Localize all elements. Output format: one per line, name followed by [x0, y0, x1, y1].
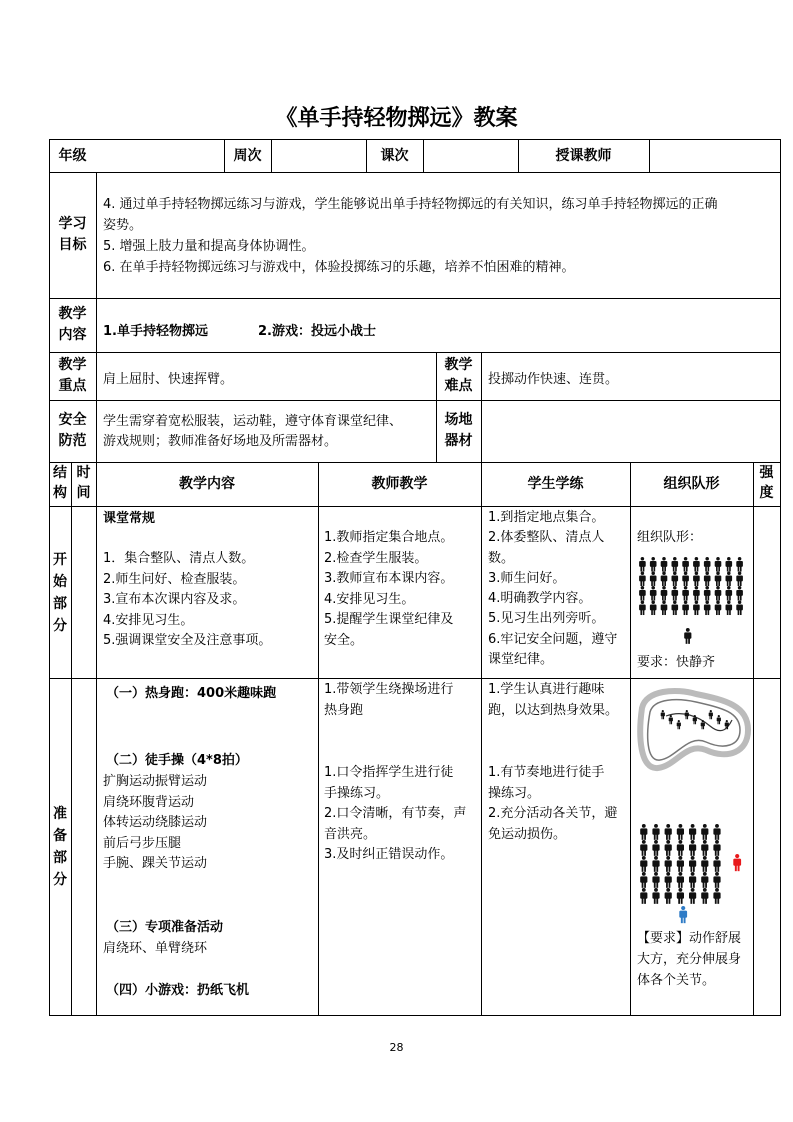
safety-label: [49, 410, 96, 452]
rule: [481, 462, 482, 1016]
student-icon: [704, 601, 711, 616]
start-student-line: 6.牢记安全问题，遵守: [488, 631, 618, 647]
rule: [271, 139, 272, 173]
prep-section-label: [49, 803, 71, 891]
start-teacher-line: 4.安排见习生。: [324, 591, 415, 607]
prep-student-a: [488, 680, 618, 721]
start-label-char: 始: [53, 574, 67, 590]
runner-icon: [677, 720, 681, 729]
student-icon: [736, 601, 743, 616]
col-time: [71, 463, 96, 503]
start-student-line: 2.体委整队、清点人: [488, 530, 605, 546]
student-icon: [701, 840, 708, 856]
venue-label: [436, 410, 481, 452]
prep-exercise-line: 前后弓步压腿: [103, 835, 182, 851]
col-content: 教学内容: [179, 476, 235, 492]
prep-teacher-line: 手操练习。: [324, 785, 390, 801]
goals-label-line: 目标: [58, 237, 87, 253]
goals-text: [103, 194, 718, 278]
student-icon: [640, 856, 647, 872]
student-icon: [693, 601, 700, 616]
safety-label-line: 防范: [58, 433, 87, 449]
rule: [649, 139, 650, 173]
content-label-line: 教学: [58, 306, 87, 322]
student-icon: [639, 557, 646, 572]
prep-exercise-line: 扩胸运动振臂运动: [103, 774, 208, 789]
prep-exercise-line: 体转运动绕膝运动: [103, 815, 208, 831]
rule: [49, 506, 781, 507]
prep-student-b: [488, 763, 617, 845]
student-icon: [704, 586, 711, 601]
student-icon: [726, 572, 733, 587]
student-icon: [650, 601, 657, 616]
student-icon: [672, 586, 679, 601]
prep-requirement-line: 体各个关节。: [637, 973, 716, 988]
prep-student-line: 1.学生认真进行趣味: [488, 682, 605, 697]
rule: [753, 462, 754, 1016]
teacher-icon: [684, 628, 691, 644]
student-icon: [665, 840, 672, 856]
col-structure-line: 结: [53, 465, 67, 481]
rule: [49, 678, 781, 679]
start-content-line: 2.师生问好、检查服装。: [103, 571, 246, 587]
col-intensity-line: 强: [759, 465, 774, 481]
student-icon: [652, 856, 659, 872]
prep-label-char: 准: [53, 806, 67, 822]
start-teacher-list: [324, 528, 453, 652]
start-student-list: [488, 508, 617, 670]
content-label-line: 内容: [58, 327, 87, 343]
start-label-char: 开: [53, 552, 67, 568]
prep-teacher-line: 热身跑: [324, 702, 364, 718]
start-student-line: 3.师生问好。: [488, 570, 566, 586]
student-icon: [726, 601, 733, 616]
rule: [49, 352, 781, 353]
col-time-line: 时: [76, 465, 91, 481]
student-icon: [701, 856, 708, 872]
prep-student-line: 操练习。: [488, 785, 541, 801]
student-icon: [693, 557, 700, 572]
student-icon: [661, 557, 668, 572]
student-icon: [704, 557, 711, 572]
col-formation: 组织队形: [663, 476, 720, 492]
goal-line: 姿势。: [103, 218, 143, 233]
difficulty-label-line: 教学: [444, 357, 473, 373]
student-icon: [689, 856, 696, 872]
start-formation-diagram: [636, 556, 750, 648]
runner-icon: [669, 715, 673, 724]
lesson-label: 课次: [380, 148, 409, 164]
runner-icon: [685, 710, 689, 719]
prep-student-line: 跑，以达到热身效果。: [488, 702, 619, 718]
goals-label-line: 学习: [58, 216, 87, 232]
col-teacher: 教师教学: [371, 476, 428, 492]
col-intensity-line: 度: [759, 485, 774, 501]
start-content-line: 1．集合整队、清点人数。: [103, 551, 255, 566]
student-icon: [701, 824, 708, 840]
running-track-diagram: [636, 686, 752, 776]
student-icon: [715, 557, 722, 572]
prep-requirement-line: 【要求】动作舒展: [637, 931, 742, 946]
prep-teacher-line: 1.口令指挥学生进行徒: [324, 765, 454, 780]
prep-student-line: 2.充分活动各关节，避: [488, 806, 618, 822]
student-icon: [715, 572, 722, 587]
safety-line: 学生需穿着宽松服装，运动鞋，遵守体育课堂纪律、: [103, 414, 403, 429]
rule: [49, 172, 781, 173]
start-formation-label: 组织队形：: [637, 530, 703, 545]
student-icon: [665, 888, 672, 904]
student-icon: [677, 824, 684, 840]
rule: [49, 298, 781, 299]
student-icon: [677, 888, 684, 904]
student-icon: [665, 856, 672, 872]
student-icon: [713, 856, 720, 872]
difficulty-value: 投掷动作快速、连贯。: [488, 372, 619, 387]
rule: [49, 1015, 781, 1016]
goal-line: 4. 通过单手持轻物掷远练习与游戏，学生能够说出单手持轻物掷远的有关知识，练习单手持轻物掷远的正确: [103, 197, 718, 212]
key-label: [49, 355, 96, 397]
student-icon: [639, 586, 646, 601]
teacher-label: 授课教师: [555, 148, 612, 164]
prep-teacher-b: [324, 763, 466, 866]
prep-label-char: 备: [53, 828, 67, 844]
student-icon: [689, 824, 696, 840]
prep-exercise-line: 肩绕环腹背运动: [103, 794, 195, 810]
student-icon: [736, 586, 743, 601]
page-number: 28: [389, 1041, 404, 1054]
prep-requirement: [637, 928, 741, 991]
start-label-char: 部: [53, 596, 67, 612]
student-icon: [682, 557, 689, 572]
safety-line: 游戏规则；教师准备好场地及所需器材。: [103, 434, 338, 449]
start-student-line: 4.明确教学内容。: [488, 591, 592, 607]
prep-exercise-list: [103, 772, 207, 875]
student-icon: [672, 557, 679, 572]
student-icon: [726, 586, 733, 601]
student-icon: [713, 824, 720, 840]
student-icon: [682, 601, 689, 616]
student-icon: [665, 872, 672, 888]
student-icon: [665, 824, 672, 840]
key-label-line: 重点: [58, 378, 87, 394]
student-icon: [682, 586, 689, 601]
student-icon: [677, 872, 684, 888]
document-title: 《单手持轻物掷远》教案: [275, 105, 518, 131]
student-icon: [693, 572, 700, 587]
student-icon: [689, 888, 696, 904]
student-icon: [672, 572, 679, 587]
col-time-line: 间: [76, 485, 91, 501]
student-icon: [650, 572, 657, 587]
goal-line: 5. 增强上肢力量和提高身体协调性。: [103, 239, 315, 254]
safety-text: [103, 412, 402, 452]
start-formation-requirement: 要求：快静齐: [637, 655, 716, 670]
student-icon: [736, 572, 743, 587]
prep-student-line: 免运动损伤。: [488, 826, 567, 842]
start-student-line: 课堂纪律。: [488, 652, 554, 668]
rule: [318, 462, 319, 1016]
prep-label-char: 分: [53, 872, 67, 888]
prep-game-title: （四）小游戏：扔纸飞机: [106, 983, 250, 998]
start-content-line: 3.宣布本次课内容及求。: [103, 592, 246, 608]
student-icon: [672, 601, 679, 616]
safety-label-line: 安全: [58, 412, 87, 428]
student-icon: [693, 586, 700, 601]
prep-teacher-line: 1.带领学生绕操场进行: [324, 682, 454, 697]
prep-exercise-title: （二）徒手操（4*8拍）: [106, 753, 248, 768]
student-icon: [640, 872, 647, 888]
col-student: 学生学练: [527, 476, 584, 492]
student-icon: [689, 840, 696, 856]
student-icon: [639, 601, 646, 616]
student-icon: [715, 601, 722, 616]
prep-teacher-line: 2.口令清晰，有节奏，声: [324, 806, 467, 822]
col-structure: [49, 463, 71, 503]
student-icon: [652, 824, 659, 840]
rule: [71, 462, 72, 1016]
prep-special-title: （三）专项准备活动: [106, 920, 224, 935]
student-icon: [640, 840, 647, 856]
prep-student-line: 1.有节奏地进行徒手: [488, 765, 605, 780]
start-teacher-line: 安全。: [324, 632, 364, 648]
grade-label: 年级: [58, 148, 87, 164]
student-icon: [661, 601, 668, 616]
student-icon: [701, 888, 708, 904]
content-item-2: 2.游戏：投远小战士: [258, 324, 376, 339]
venue-label-line: 场地: [444, 412, 473, 428]
rule: [96, 172, 97, 463]
student-icon: [661, 572, 668, 587]
rule: [423, 139, 424, 173]
student-icon: [713, 888, 720, 904]
rule: [780, 139, 781, 1016]
week-label: 周次: [233, 148, 262, 164]
col-structure-line: 构: [53, 485, 67, 501]
start-section-label: [49, 549, 71, 637]
prep-special-line: 肩绕环、单臂绕环: [103, 941, 208, 956]
teacher-blue-icon: [679, 906, 687, 923]
prep-warmup-title: （一）热身跑：400米趣味跑: [106, 686, 277, 701]
difficulty-label-line: 难点: [444, 378, 473, 394]
student-icon: [652, 872, 659, 888]
rule: [96, 462, 97, 1016]
student-icon: [715, 586, 722, 601]
prep-requirement-line: 大方，充分伸展身: [637, 952, 742, 967]
key-value: 肩上屈肘、快速挥臂。: [103, 372, 234, 387]
start-teacher-line: 5.提醒学生课堂纪律及: [324, 612, 454, 628]
student-icon: [713, 872, 720, 888]
student-icon: [677, 856, 684, 872]
prep-teacher-a: [324, 680, 453, 721]
student-icon: [726, 557, 733, 572]
rule: [49, 400, 781, 401]
student-icon: [640, 888, 647, 904]
col-intensity: [753, 463, 780, 503]
start-student-line: 5.见习生出列旁听。: [488, 611, 605, 627]
teacher-red-icon: [733, 854, 741, 871]
prep-teacher-line: 3.及时纠正错误动作。: [324, 847, 454, 863]
student-icon: [650, 557, 657, 572]
start-content-list: [103, 549, 271, 652]
start-label-char: 分: [53, 618, 67, 634]
student-icon: [704, 572, 711, 587]
student-icon: [639, 572, 646, 587]
student-icon: [713, 840, 720, 856]
student-icon: [652, 888, 659, 904]
student-icon: [652, 840, 659, 856]
start-content-line: 5.强调课堂安全及注意事项。: [103, 633, 272, 649]
start-teacher-line: 1.教师指定集合地点。: [324, 530, 454, 545]
student-icon: [677, 840, 684, 856]
goals-label: [49, 214, 96, 256]
rule: [49, 139, 781, 140]
prep-teacher-line: 音洪亮。: [324, 826, 377, 842]
student-icon: [640, 824, 647, 840]
runner-icon: [661, 710, 665, 719]
route-line: [666, 714, 732, 731]
rule: [49, 462, 781, 463]
student-icon: [650, 586, 657, 601]
start-teacher-line: 2.检查学生服装。: [324, 550, 428, 566]
prep-label-char: 部: [53, 850, 67, 866]
goal-line: 6. 在单手持轻物掷远练习与游戏中，体验投掷练习的乐趣，培养不怕困难的精神。: [103, 260, 575, 275]
rule: [630, 462, 631, 1016]
student-icon: [736, 557, 743, 572]
student-icon: [661, 586, 668, 601]
venue-label-line: 器材: [444, 433, 473, 449]
key-label-line: 教学: [58, 357, 87, 373]
track-outer-line: [640, 691, 748, 768]
start-content-title: 课堂常规: [103, 511, 156, 526]
student-icon: [689, 872, 696, 888]
rule: [481, 352, 482, 463]
prep-formation-diagram: [636, 822, 750, 928]
runner-icon: [717, 715, 721, 724]
start-student-line: 1.到指定地点集合。: [488, 510, 605, 525]
runner-icon: [709, 710, 713, 719]
difficulty-label: [436, 355, 481, 397]
content-label: [49, 304, 96, 346]
student-icon: [682, 572, 689, 587]
start-teacher-line: 3.教师宣布本课内容。: [324, 571, 454, 587]
content-item-1: 1.单手持轻物掷远: [103, 324, 208, 339]
start-student-line: 数。: [488, 550, 515, 566]
prep-exercise-line: 手腕、踝关节运动: [103, 856, 208, 872]
start-content-line: 4.安排见习生。: [103, 612, 194, 628]
student-icon: [701, 872, 708, 888]
